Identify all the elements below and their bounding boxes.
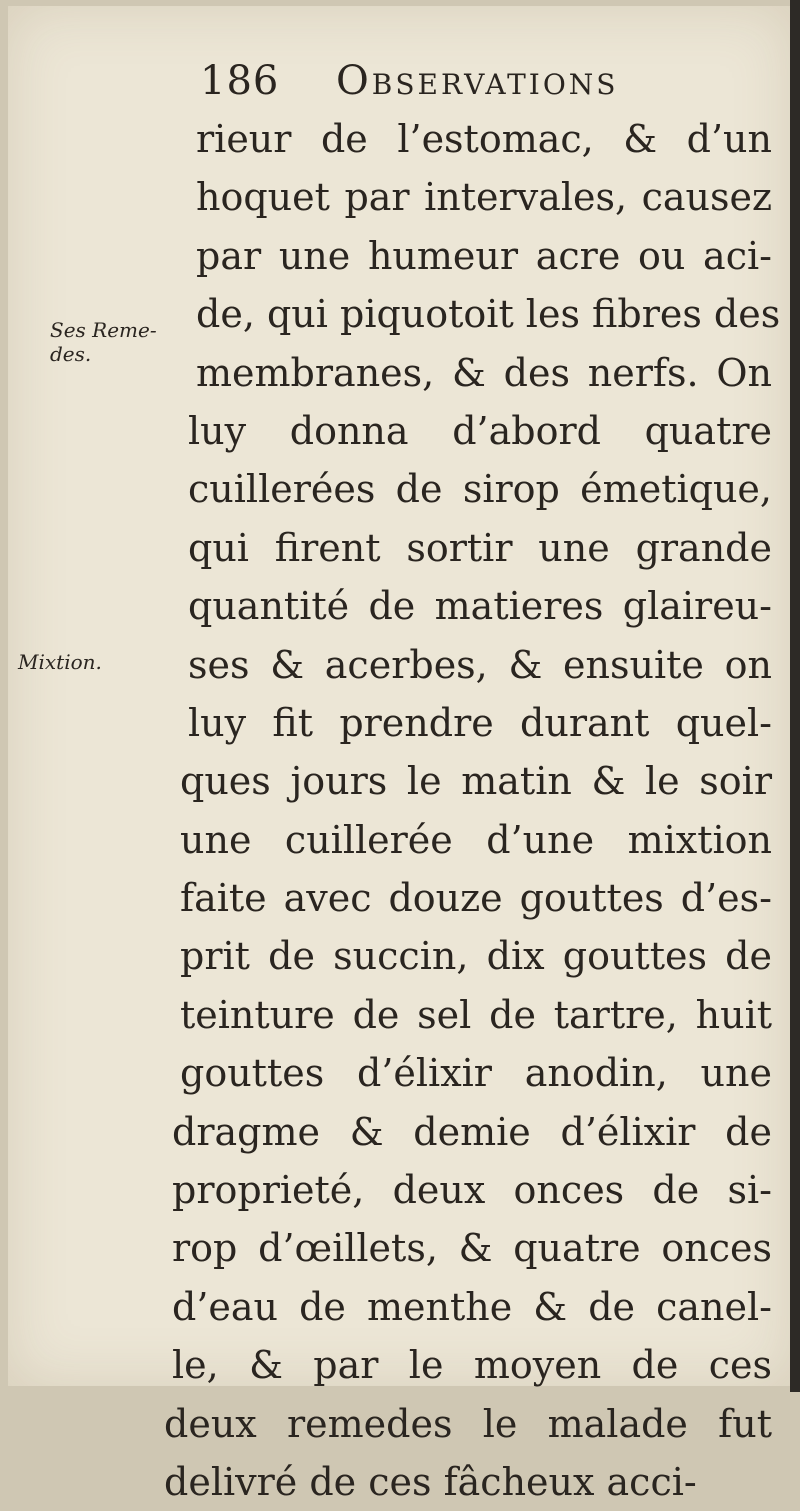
page-header bbox=[196, 58, 676, 118]
text-line: membranes, & des nerfs. On bbox=[196, 350, 772, 395]
text-line: cuillerées de sirop émetique, bbox=[188, 467, 772, 512]
text-line: luy fit prendre durant quel- bbox=[188, 700, 772, 745]
text-line: par une humeur acre ou aci- bbox=[196, 233, 772, 278]
text-line: rieur de l’estomac, & d’un bbox=[196, 117, 772, 161]
text-line: le, & par le moyen de ces bbox=[172, 1343, 772, 1388]
text-line: prit de succin, dix gouttes de bbox=[180, 934, 772, 979]
text-line: de, qui piquotoit les fibres des bbox=[196, 292, 781, 337]
text-line: proprieté, deux onces de si- bbox=[172, 1168, 772, 1213]
text-line: hoquet par intervales, causez bbox=[196, 175, 772, 220]
page-edge bbox=[790, 0, 800, 1392]
text-line: ques jours le matin & le soir bbox=[180, 759, 772, 804]
text-line: dragme & demie d’élixir de bbox=[172, 1109, 772, 1154]
margin-note-mixtion: Mixtion. bbox=[18, 650, 102, 674]
text-line: quantité de matieres glaireu- bbox=[188, 584, 772, 629]
text-line: luy donna d’abord quatre bbox=[188, 408, 772, 453]
running-title: Observations bbox=[336, 58, 619, 104]
text-line: delivré de ces fâcheux acci- bbox=[164, 1459, 697, 1504]
text-line: faite avec douze gouttes d’es- bbox=[180, 876, 772, 921]
body-text bbox=[160, 110, 781, 1511]
text-line: deux remedes le malade fut bbox=[164, 1401, 772, 1446]
text-line: teinture de sel de tartre, huit bbox=[180, 992, 772, 1037]
page-number: 186 bbox=[200, 58, 280, 104]
text-line: une cuillerée d’une mixtion bbox=[180, 817, 772, 862]
text-line: qui firent sortir une grande bbox=[188, 525, 772, 570]
margin-note-remedes bbox=[50, 318, 157, 366]
margin-note-remedes-line-1: Ses Reme- bbox=[50, 318, 157, 342]
text-line: gouttes d’élixir anodin, une bbox=[180, 1051, 772, 1096]
margin-note-remedes-line-2: des. bbox=[50, 342, 92, 366]
text-line: d’eau de menthe & de canel- bbox=[172, 1284, 772, 1329]
text-line: ses & acerbes, & ensuite on bbox=[188, 642, 772, 687]
text-line: rop d’œillets, & quatre onces bbox=[172, 1226, 772, 1271]
